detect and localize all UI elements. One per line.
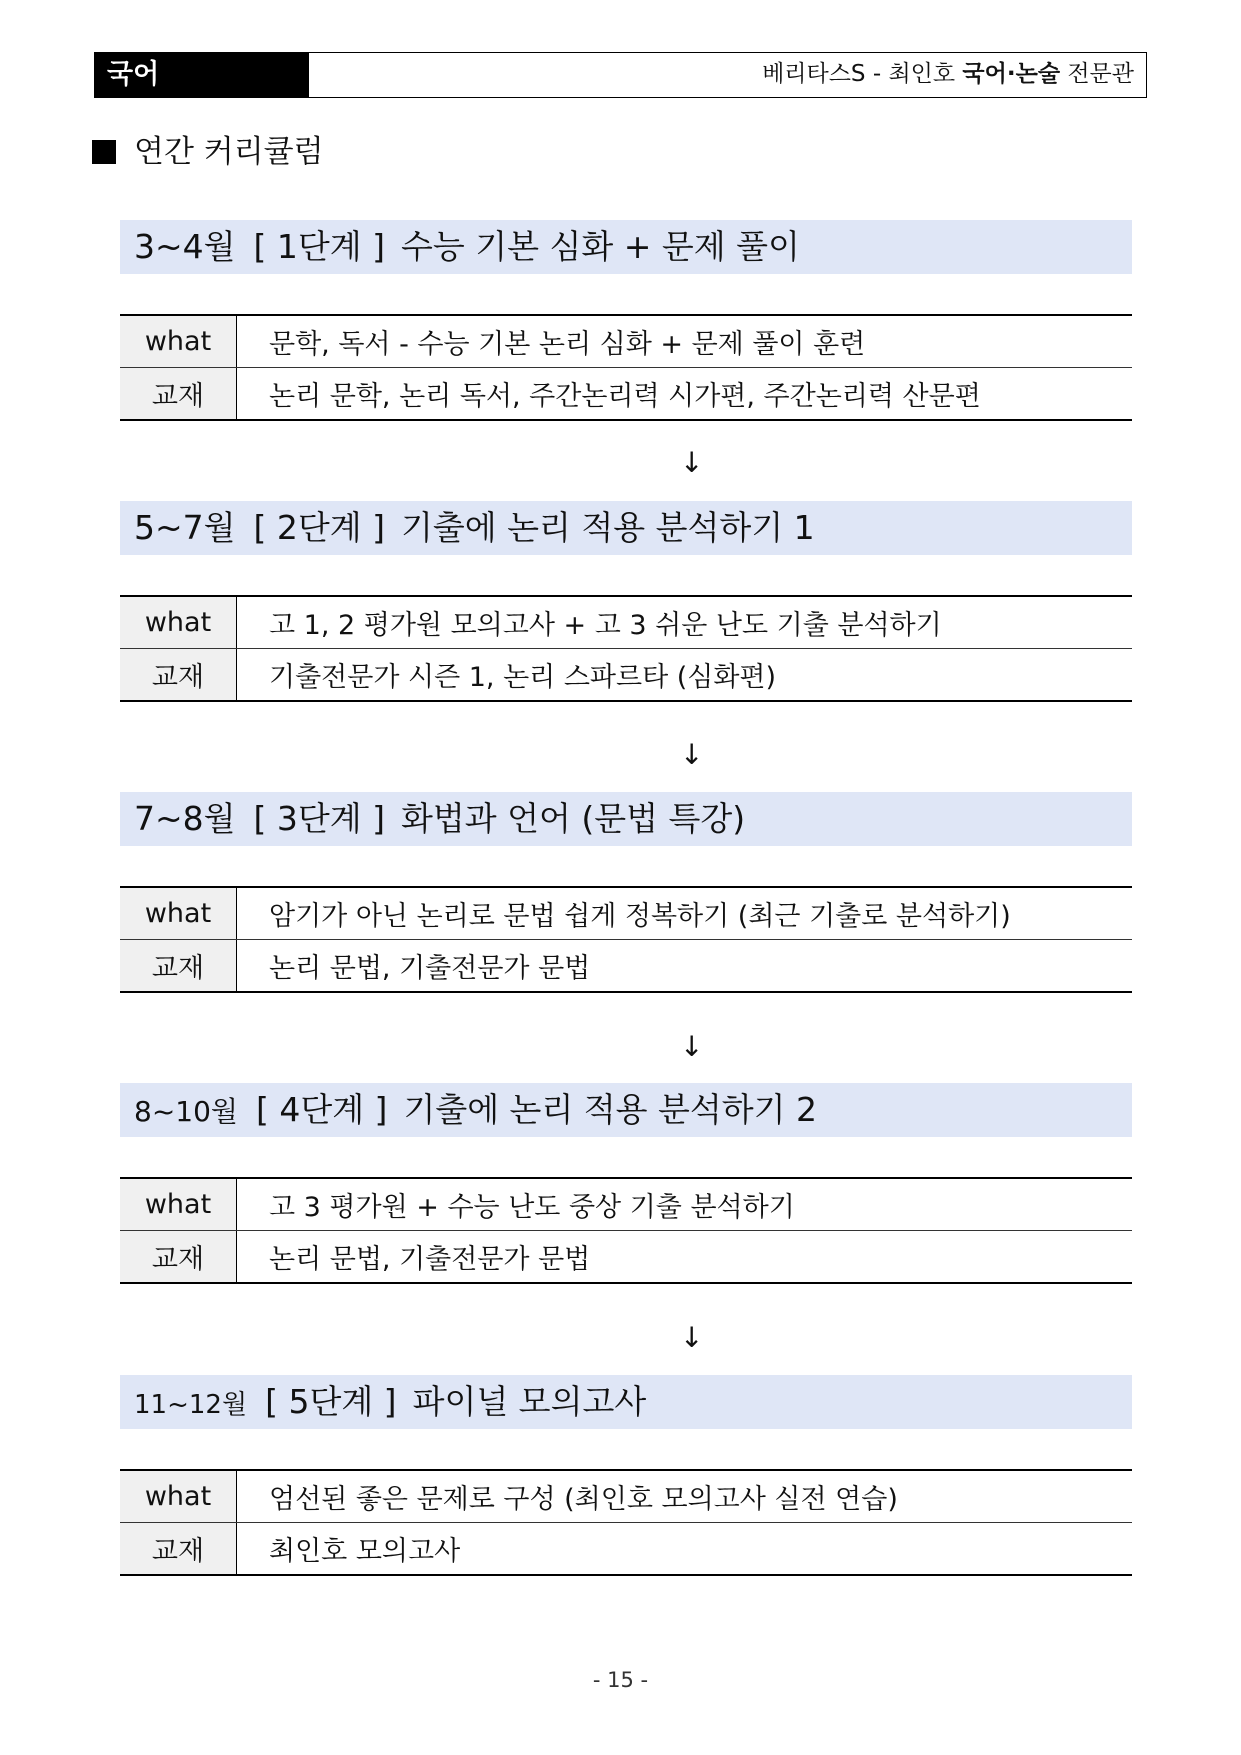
stage-table [120, 886, 1132, 993]
stage-bar [120, 501, 1132, 555]
what-value: 엄선된 좋은 문제로 구성 (최인호 모의고사 실전 연습) [237, 1470, 1133, 1523]
square-bullet-icon [92, 140, 116, 164]
book-value: 최인호 모의고사 [269, 1536, 461, 1567]
stage-table [120, 1177, 1132, 1284]
header-title [309, 53, 1146, 97]
stage-title: 수능 기본 심화 + 문제 풀이 [401, 227, 800, 266]
stage-period: 3~4월 [134, 227, 236, 266]
stage-level: [ 4단계 ] [255, 1090, 388, 1129]
stage-table [120, 595, 1132, 702]
stage-3 [120, 792, 1132, 993]
stage-period: 7~8월 [134, 799, 236, 838]
stage-title: 기출에 논리 적용 분석하기 2 [403, 1090, 818, 1129]
header-subject: 국어 [95, 53, 309, 97]
page-header [94, 52, 1147, 98]
what-label: what [120, 887, 237, 940]
down-arrow-icon: ↓ [680, 446, 704, 479]
book-value: 논리 문법, 기출전문가 문법 [269, 1244, 591, 1275]
stage-bar [120, 1083, 1132, 1137]
what-label: what [120, 596, 237, 649]
section-title: 연간 커리큘럼 [134, 134, 324, 170]
stage-title: 화법과 언어 (문법 특강) [401, 799, 746, 838]
stage-5 [120, 1375, 1132, 1576]
down-arrow-icon: ↓ [680, 1030, 704, 1063]
what-label: what [120, 315, 237, 368]
page-number: - 15 - [592, 1668, 649, 1692]
stage-title: 기출에 논리 적용 분석하기 1 [401, 508, 815, 547]
what-label: what [120, 1178, 237, 1231]
stage-4 [120, 1083, 1132, 1284]
book-value: 기출전문가 시즌 1, 논리 스파르타 (심화편) [269, 662, 777, 693]
header-title-prefix: 베리타스S - 최인호 [762, 61, 963, 87]
stage-period: 11~12월 [134, 1390, 248, 1420]
what-value: 고 1, 2 평가원 모의고사 + 고 3 쉬운 난도 기출 분석하기 [237, 596, 1133, 649]
stage-1 [120, 220, 1132, 421]
what-value: 암기가 아닌 논리로 문법 쉽게 정복하기 (최근 기출로 분석하기) [237, 887, 1133, 940]
stage-bar [120, 220, 1132, 274]
section-heading [92, 130, 324, 174]
stage-level: [ 3단계 ] [253, 799, 386, 838]
book-label: 교재 [120, 368, 237, 421]
header-title-bold: 국어·논술 [962, 61, 1061, 87]
stage-period: 8~10월 [134, 1095, 238, 1128]
down-arrow-icon: ↓ [680, 1321, 704, 1354]
down-arrow-icon: ↓ [680, 738, 704, 771]
stage-level: [ 5단계 ] [265, 1382, 397, 1421]
stage-bar [120, 1375, 1132, 1429]
what-label: what [120, 1470, 237, 1523]
book-label: 교재 [120, 1231, 237, 1284]
book-label: 교재 [120, 649, 237, 702]
what-value: 고 3 평가원 + 수능 난도 중상 기출 분석하기 [237, 1178, 1133, 1231]
stage-level: [ 2단계 ] [253, 508, 386, 547]
stage-title: 파이널 모의고사 [412, 1382, 647, 1421]
stage-table [120, 314, 1132, 421]
stage-period: 5~7월 [134, 508, 236, 547]
stage-level: [ 1단계 ] [253, 227, 386, 266]
what-value: 문학, 독서 - 수능 기본 논리 심화 + 문제 풀이 훈련 [237, 315, 1133, 368]
header-title-suffix: 전문관 [1060, 61, 1134, 87]
stage-table [120, 1469, 1132, 1576]
book-value: 논리 문법, 기출전문가 문법 [269, 953, 591, 984]
stage-bar [120, 792, 1132, 846]
book-label: 교재 [120, 1523, 237, 1576]
stage-2 [120, 501, 1132, 702]
book-value: 논리 문학, 논리 독서, 주간논리력 시가편, 주간논리력 산문편 [269, 381, 981, 412]
book-label: 교재 [120, 940, 237, 993]
